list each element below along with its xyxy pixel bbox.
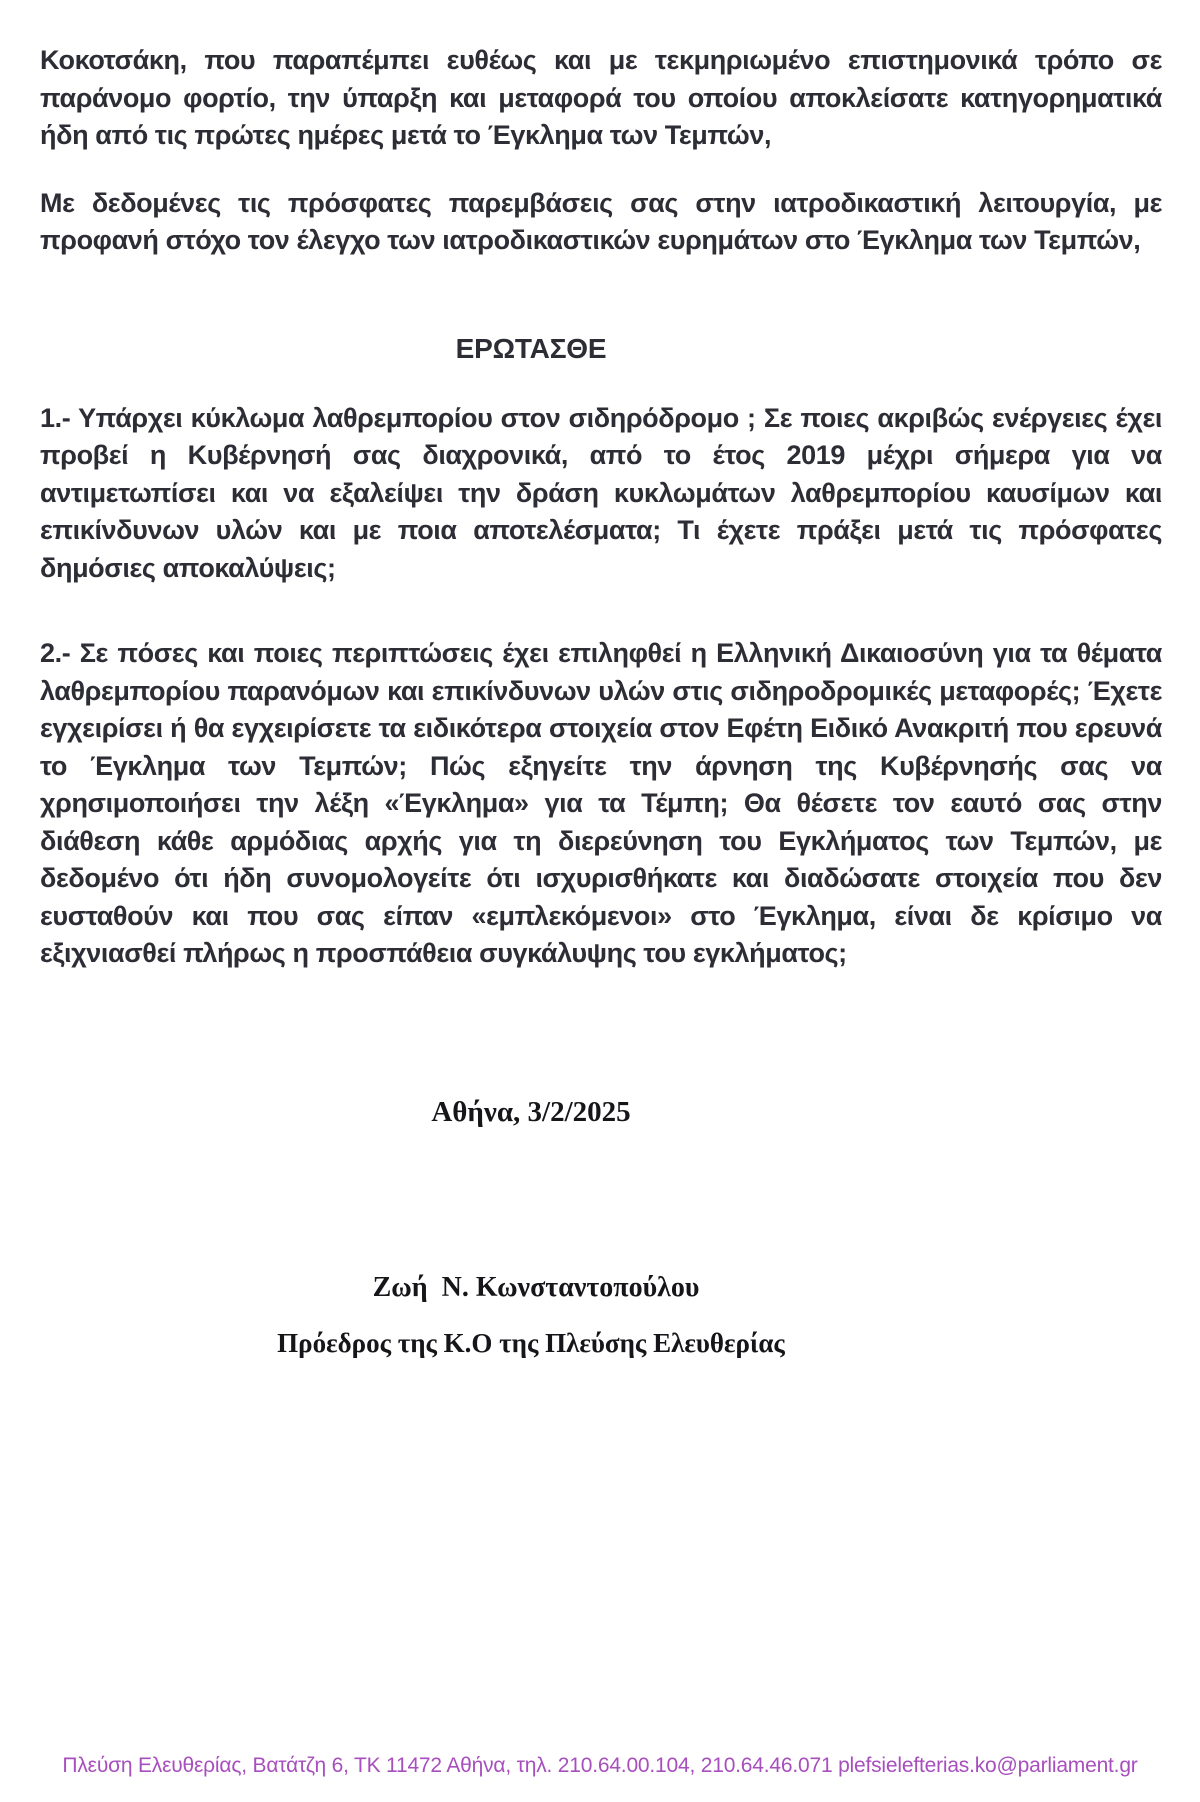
intro-paragraph-2: Με δεδομένες τις πρόσφατες παρεμβάσεις σας στην ιατροδικαστική λειτουργία, με προφανή στόχο τον έλεγχο των ιατροδικαστικών ευρημάτων στο Έγκλημα των Τεμπών, <box>40 187 1162 255</box>
section-heading-erotasthe: ΕΡΩΤΑΣΘΕ <box>455 332 607 364</box>
party-footer-contact: Πλεύση Ελευθερίας, Βατάτζη 6, ΤΚ 11472 Αθήνα, τηλ. 210.64.00.104, 210.64.46.071 plefsielefterias.ko@parliament.gr <box>62 1754 1138 1777</box>
dateline: Αθήνα, 3/2/2025 <box>431 1095 631 1128</box>
signature-name: Ζωή Ν. Κωνσταντοπούλου <box>372 1271 700 1303</box>
question-paragraph-1: 1.- Υπάρχει κύκλωμα λαθρεμπορίου στον σιδηρόδρομο ; Σε ποιες ακριβώς ενέργειες έχει προβεί η Κυβέρνησή σας διαχρονικά, από το έτος 2019 μέχρι σήμερα για να αντιμετωπίσει και να εξαλείψει την δράση κυκλωμάτων λαθρεμπορίου καυσίμων και επικίνδυνων υλών και με ποια αποτελέσματα; Τι έχετε πράξει μετά τις πρόσφατες δημόσιες αποκαλύψεις; <box>40 402 1162 583</box>
question-paragraph-2: 2.- Σε πόσες και ποιες περιπτώσεις έχει επιληφθεί η Ελληνική Δικαιοσύνη για τα θέματα λαθρεμπορίου παρανόμων και επικίνδυνων υλών στις σιδηροδρομικές μεταφορές; Έχετε εγχειρίσει ή θα εγχειρίσετε τα ειδικότερα στοιχεία στον Εφέτη Ειδικό Ανακριτή που ερευνά το Έγκλημα των Τεμπών; Πώς εξηγείτε την άρνηση της Κυβέρνησής σας να χρησιμοποιήσει την λέξη «Έγκλημα» για τα Τέμπη; Θα θέσετε τον εαυτό σας στην διάθεση κάθε αρμόδιας αρχής για τη διερεύνηση του Εγκλήματος των Τεμπών, με δεδομένο ότι ήδη συνομολογείτε ότι ισχυρισθήκατε και διαδώσατε στοιχεία που δεν ευσταθούν και που σας είπαν «εμπλεκόμενοι» στο Έγκλημα, είναι δε κρίσιμο να εξιχνιασθεί πλήρως η προσπάθεια συγκάλυψης του εγκλήματος; <box>40 638 1162 968</box>
intro-paragraph-1: Κοκοτσάκη, που παραπέμπει ευθέως και με τεκμηριωμένο επιστημονικά τρόπο σε παράνομο φορτίο, την ύπαρξη και μεταφορά του οποίου αποκλείσατε κατηγορηματικά ήδη από τις πρώτες ημέρες μετά το Έγκλημα των Τεμπών, <box>40 45 1162 150</box>
signature-title: Πρόεδρος της Κ.Ο της Πλεύσης Ελευθερίας <box>277 1327 785 1358</box>
